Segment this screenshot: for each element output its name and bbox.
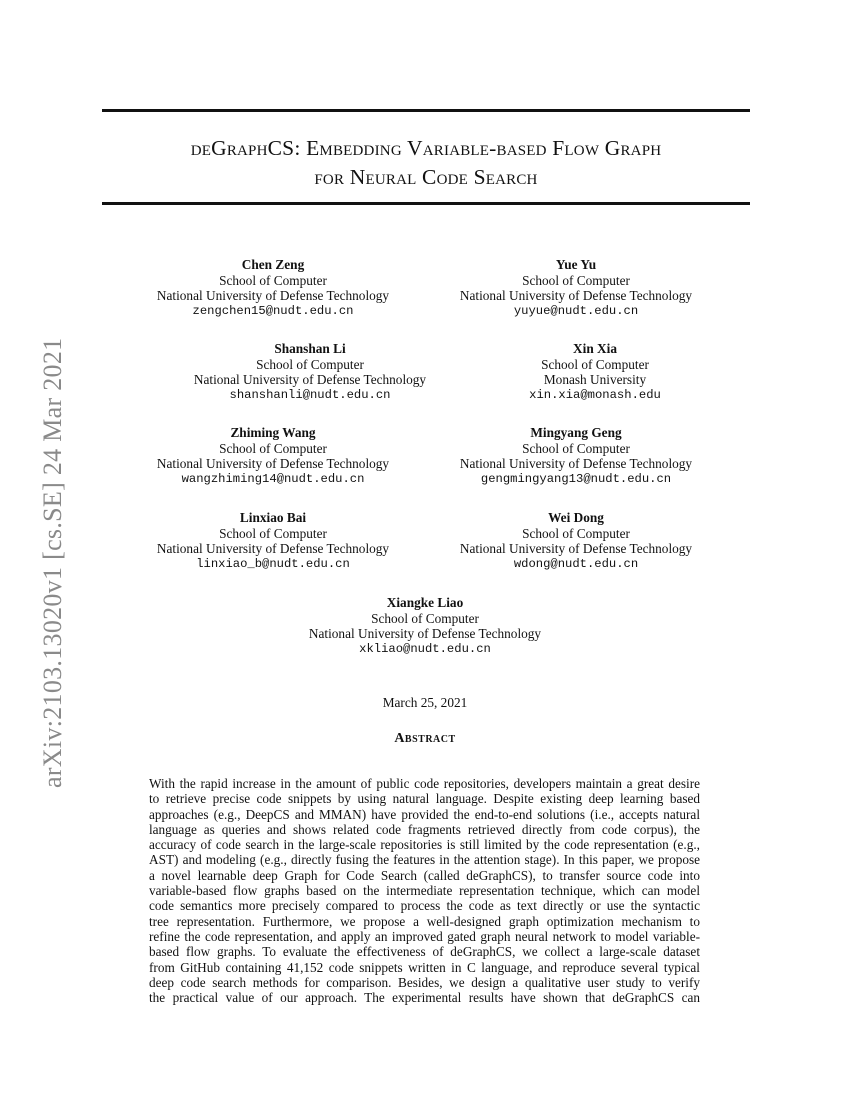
abstract-line: AST) and modeling (e.g., directly fusing the features in the attention stage). In this paper, we propose — [149, 852, 700, 868]
author-email: xkliao@nudt.edu.cn — [359, 641, 491, 656]
author-department: School of Computer — [541, 356, 649, 372]
author-name: Xiangke Liao — [386, 595, 464, 610]
author-email: wangzhiming14@nudt.edu.cn — [181, 471, 365, 486]
title-top-rule — [102, 109, 750, 112]
author-department: School of Computer — [219, 440, 327, 456]
author-block — [445, 341, 745, 403]
author-name: Chen Zeng — [241, 257, 305, 272]
abstract-line: based flow graphs. To evaluate the effectiveness of deGraphCS, we collect a large-scale dataset — [149, 944, 700, 960]
abstract-line: refine the code representation, and apply an improved gated graph neural network to model variable- — [149, 928, 700, 944]
abstract-line: With the rapid increase in the amount of public code repositories, developers maintain a great desire — [149, 776, 700, 791]
author-affiliation: National University of Defense Technology — [459, 288, 693, 303]
abstract-line: from GitHub containing 41,152 code snippets written in C language, and reproduce several typical — [149, 959, 700, 975]
author-block — [160, 341, 460, 403]
paper-date: March 25, 2021 — [382, 695, 468, 710]
author-block — [275, 595, 575, 657]
abstract-line: deep code search methods for comparison. Besides, we design a qualitative user study to verify — [149, 974, 700, 990]
author-name: Mingyang Geng — [530, 425, 622, 440]
abstract-line: tree representation. Furthermore, we propose a well-designed graph optimization mechanism to — [149, 913, 700, 929]
author-affiliation: National University of Defense Technology — [156, 541, 390, 556]
author-block — [426, 425, 726, 487]
author-affiliation: National University of Defense Technology — [459, 541, 693, 556]
author-affiliation: National University of Defense Technology — [156, 288, 390, 303]
author-affiliation: National University of Defense Technology — [308, 626, 542, 641]
author-email: xin.xia@monash.edu — [529, 387, 661, 402]
author-email: gengmingyang13@nudt.edu.cn — [480, 471, 672, 486]
author-email: linxiao_b@nudt.edu.cn — [196, 556, 350, 571]
author-affiliation: Monash University — [543, 372, 647, 387]
author-department: School of Computer — [522, 440, 630, 456]
author-email: yuyue@nudt.edu.cn — [513, 303, 639, 318]
author-name: Zhiming Wang — [230, 425, 316, 440]
author-name: Shanshan Li — [274, 341, 346, 356]
author-name: Linxiao Bai — [239, 510, 307, 525]
author-block — [123, 257, 423, 319]
abstract-line: the practical value of our approach. The experimental results have shown that deGraphCS can — [149, 990, 700, 1006]
abstract-body — [149, 776, 700, 1005]
author-block — [123, 510, 423, 572]
author-email: shanshanli@nudt.edu.cn — [229, 387, 391, 402]
author-name: Wei Dong — [548, 510, 604, 525]
author-department: School of Computer — [219, 272, 327, 288]
title-line-1: deGraphCS: Embedding Variable-based Flow Graph — [190, 136, 662, 160]
paper-title — [102, 134, 750, 192]
author-department: School of Computer — [522, 525, 630, 541]
author-affiliation: National University of Defense Technology — [193, 372, 427, 387]
author-block — [123, 425, 423, 487]
abstract-line: to retrieve precise code snippets by using natural language. Despite existing deep learning based — [149, 791, 700, 807]
author-email: wdong@nudt.edu.cn — [513, 556, 639, 571]
abstract-line: a novel learnable deep Graph for Code Search (called deGraphCS), to transfer source code into — [149, 867, 700, 883]
abstract-line: language as queries and shows related code fragments retrieved directly from code corpus), the — [149, 821, 700, 837]
author-name: Yue Yu — [555, 257, 597, 272]
author-department: School of Computer — [522, 272, 630, 288]
author-block — [426, 510, 726, 572]
abstract-line: accuracy of code search in the large-scale repositories is still limited by the code representation (e.g., — [149, 837, 700, 853]
author-block — [426, 257, 726, 319]
author-affiliation: National University of Defense Technology — [459, 456, 693, 471]
author-department: School of Computer — [256, 356, 364, 372]
arxiv-sidebar-stamp: arXiv:2103.13020v1 [cs.SE] 24 Mar 2021 — [38, 337, 67, 788]
abstract-line: code semantics more precisely compared to process the code as text directly or use the syntactic — [149, 898, 700, 914]
abstract-line: variable-based flow graphs based on the intermediate representation technique, which can model — [149, 883, 700, 899]
author-department: School of Computer — [371, 610, 479, 626]
title-bottom-rule — [102, 202, 750, 205]
abstract-line: approaches (e.g., DeepCS and MMAN) have provided the end-to-end solutions (i.e., accepts natural — [149, 806, 700, 822]
author-name: Xin Xia — [573, 341, 617, 356]
author-affiliation: National University of Defense Technology — [156, 456, 390, 471]
author-department: School of Computer — [219, 525, 327, 541]
author-email: zengchen15@nudt.edu.cn — [192, 303, 354, 318]
abstract-heading: Abstract — [394, 731, 456, 746]
title-line-2: for Neural Code Search — [314, 165, 538, 189]
